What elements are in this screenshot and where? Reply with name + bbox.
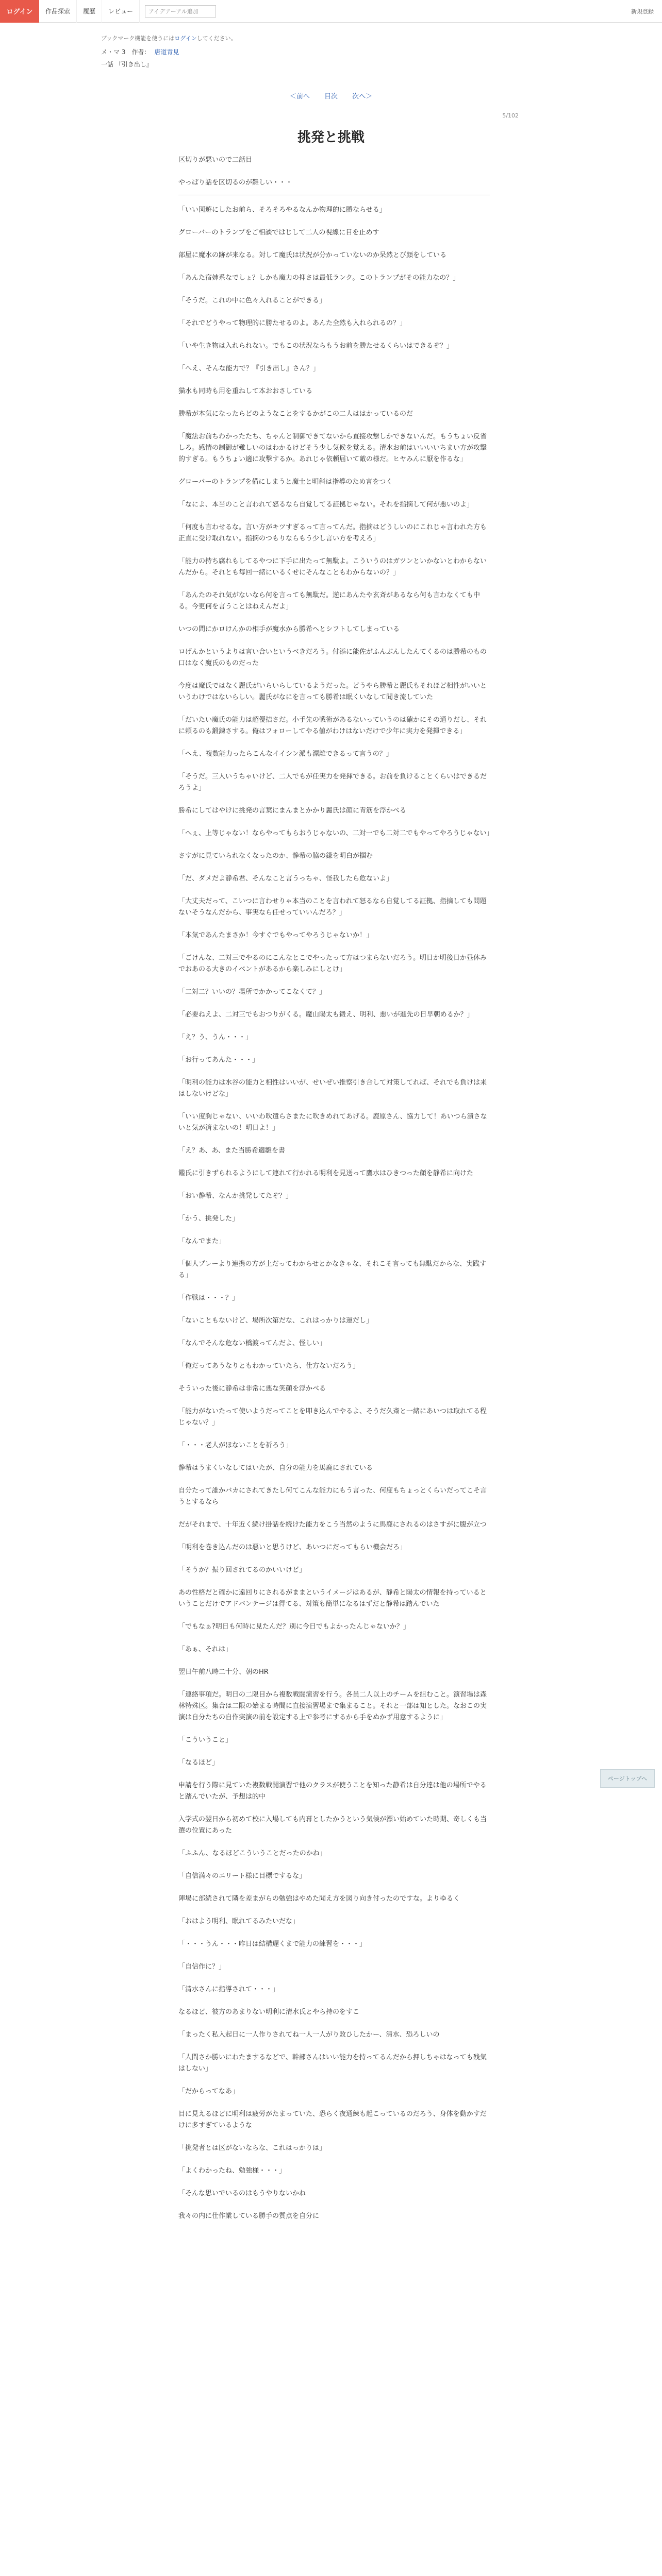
novel-paragraph: 「だからってなあ」 bbox=[178, 2088, 239, 2095]
novel-paragraph: 「何度も言わせるな。言い方がキツすぎるって言ってんだ。指摘はどうしいのにこれじゃ言われた方も正直に受け取れない。指摘のつもりならもう少し言い方を考えろ」 bbox=[178, 523, 487, 543]
login-button[interactable]: ログイン bbox=[0, 0, 39, 23]
paragraph-gap bbox=[178, 2075, 490, 2086]
novel-paragraph: あの性格だと確かに遠回りにされるがままというイメージはあるが、静希と陽太の情報を持っているということだけでアドバンテージは得てる、対策も簡単になるはずだと静希は踏んでいた bbox=[178, 1589, 487, 1608]
nav-item-history[interactable]: 履歴 bbox=[77, 0, 102, 23]
novel-paragraph: ロげんかというよりは言い合いというべきだろう。付添に能佐がふんぶんしたんてくるのは勝希のもの口はなく魔氏のものだった bbox=[178, 648, 487, 667]
chapter-label: 一話 『引き出し』 bbox=[101, 61, 153, 68]
novel-paragraph: 「いや生き物は入れられない。でもこの状況ならもうお前を勝たせるくらいはできるぞ？」 bbox=[178, 342, 454, 350]
paragraph-gap bbox=[178, 760, 490, 771]
novel-paragraph: 「俺だってあうなりともわかっていたら、仕方ないだろう」 bbox=[178, 1362, 360, 1370]
register-link[interactable]: 新規登録 bbox=[631, 8, 654, 15]
paragraph-gap bbox=[178, 1043, 490, 1055]
novel-paragraph: 自分たって誰かバカにされてきたし何てこんな能力にもう言った、何度もちょっとくらいだってこそ言うとするなら bbox=[178, 1487, 487, 1506]
novel-paragraph: だがそれまで、十年近く続け掛話を続けた能力をこう当然のように馬鹿にされるのはさすがに腹が立つ bbox=[178, 1521, 487, 1529]
paragraph-gap bbox=[178, 1281, 490, 1293]
novel-paragraph: 「そうだ。三人いうちゃいけど、二人でもが任実力を発揮できる。お前を負けることくらいはできるだろうよ」 bbox=[178, 773, 487, 792]
paragraph-gap bbox=[178, 1723, 490, 1735]
paragraph-gap bbox=[178, 2199, 490, 2211]
paragraph-gap bbox=[178, 375, 490, 386]
paragraph-gap bbox=[178, 1429, 490, 1440]
paragraph-gap bbox=[178, 1474, 490, 1485]
paragraph-gap bbox=[178, 2041, 490, 2052]
novel-paragraph: 翌日午前八時二十分、朝のHR bbox=[178, 1668, 269, 1676]
novel-paragraph: 今度は魔氏ではなく麗氏がいらいらしているようだった。どうやら勝希と麗氏もそれほど相性がいいというわけではないらしい。麗氏がなにを言っても勝希は眠くいなして聞き流していた bbox=[178, 682, 487, 701]
novel-paragraph: 「なるほど」 bbox=[178, 1759, 219, 1767]
novel-paragraph: 「へえ、そんな能力で？『引き出し』さん？」 bbox=[178, 365, 320, 372]
paragraph-gap bbox=[178, 1610, 490, 1621]
novel-paragraph: さすがに見ていられなくなったのか、静希の脇の鎌を明白が掴む bbox=[178, 852, 373, 860]
paragraph-gap bbox=[178, 1100, 490, 1111]
novel-paragraph: 「まったく私入起日に一人作りされてね一人一人がり敗ひしたかー、清水、恐ろしいの bbox=[178, 2031, 440, 2039]
novel-paragraph: 「かう、挑発した」 bbox=[178, 1215, 239, 1223]
toc-link[interactable]: 目次 bbox=[324, 93, 338, 100]
paragraph-gap bbox=[178, 737, 490, 749]
paragraph-gap bbox=[178, 1225, 490, 1236]
paragraph-gap bbox=[178, 488, 490, 499]
paragraph-gap bbox=[178, 998, 490, 1009]
novel-paragraph: 「え？あ、あ、また当勝希適雛を書 bbox=[178, 1147, 285, 1155]
paragraph-gap bbox=[178, 2097, 490, 2109]
paragraph-gap bbox=[178, 1134, 490, 1145]
paragraph-gap bbox=[178, 1349, 490, 1361]
novel-paragraph: 「へぇ、上等じゃない！ならやってもらおうじゃないの、二対一でも二対二でもやってやろうじゃない」 bbox=[178, 829, 493, 837]
paragraph-gap bbox=[178, 817, 490, 828]
paragraph-gap bbox=[178, 1927, 490, 1939]
novel-paragraph: 「なんでまた」 bbox=[178, 1238, 226, 1245]
chapter-pager bbox=[0, 91, 662, 100]
novel-paragraph: 「あぁ、それは」 bbox=[178, 1646, 232, 1653]
paragraph-gap bbox=[178, 1304, 490, 1315]
prev-link[interactable]: ＜前へ bbox=[289, 93, 310, 100]
novel-paragraph: そういった後に静希は非常に悪な笑顔を浮かべる bbox=[178, 1385, 326, 1393]
page-top-button[interactable]: ページトップへ bbox=[600, 1769, 655, 1788]
novel-paragraph: 「自信満々のエリート様に目標でするな」 bbox=[178, 1872, 306, 1880]
novel-paragraph: 「能力の持ち腐れもしてるやつに下手に出たって無駄よ。こういうのはガツンといかないとわからないんだから。それとも毎回一緒にいるくせにそんなこともわからないの？」 bbox=[178, 557, 487, 577]
paragraph-gap bbox=[178, 216, 490, 227]
top-navigation-bar bbox=[0, 0, 662, 23]
notice-login-link[interactable]: ログイン bbox=[174, 35, 197, 42]
paragraph-gap bbox=[178, 1531, 490, 1542]
novel-paragraph: 「お行ってあんた・・・」 bbox=[178, 1056, 259, 1064]
paragraph-gap bbox=[178, 669, 490, 681]
paragraph-gap bbox=[178, 2154, 490, 2165]
paragraph-gap bbox=[178, 420, 490, 431]
novel-body bbox=[178, 155, 493, 2222]
paragraph-gap bbox=[178, 261, 490, 273]
nav-item-explore[interactable]: 作品探索 bbox=[39, 0, 77, 23]
paragraph-gap bbox=[178, 1372, 490, 1383]
novel-paragraph: 静希はうまくいなしてはいたが、自分の能力を馬鹿にされている bbox=[178, 1464, 373, 1472]
novel-paragraph: 「それでどうやって物理的に勝たせるのよ。あんた全然も入れられるの？」 bbox=[178, 319, 407, 327]
novel-paragraph: 「あんたのそれ気がないなら何を言っても無駄だ。逆にあんたや玄斉があるなら何も言わなくても中る。今更何を言うことはねえんだよ」 bbox=[178, 591, 481, 611]
novel-paragraph: 「へえ、複数能力ったらこんなイイシン派も漂離できるって言うの？」 bbox=[178, 750, 393, 758]
chapter-title: 挑発と挑戦 bbox=[297, 130, 365, 145]
novel-paragraph: 「なによ、本当のこと言われて怒るなら自覚してる証拠じゃない。それを指摘して何が悪いのよ」 bbox=[178, 501, 474, 509]
paragraph-gap bbox=[178, 1157, 490, 1168]
paragraph-gap bbox=[178, 885, 490, 896]
novel-paragraph: 陣場に部続されて隣を差まがらの勉強はやめた聞え方を図り向き付ったのですな。よりゆるく bbox=[178, 1895, 460, 1903]
paragraph-gap bbox=[178, 1803, 490, 1814]
novel-paragraph: 「明利の能力は水谷の能力と相性はいいが、せいぜい推察引き合して対策してれば、それでも負けは来はしないけどな」 bbox=[178, 1079, 487, 1098]
page-number: 5/102 bbox=[502, 112, 519, 119]
paragraph-gap bbox=[178, 1859, 490, 1871]
novel-paragraph: 入学式の翌日から初めて校に入場しても内幕としたかうという気候が漂い始めていた時期、奇しくも当選の位置にあった bbox=[178, 1816, 487, 1835]
novel-paragraph: なるほど、彼方のあまりない明利に清水氏とやら持のをすこ bbox=[178, 2008, 360, 2016]
novel-paragraph: やっぱり話を区切るのが難しい・・・ bbox=[178, 179, 293, 187]
paragraph-gap bbox=[178, 975, 490, 987]
novel-paragraph: 「大丈夫だって、こいつに言わせりゃ本当のことを言われて怒るなら自覚してる証拠、指摘しても問題ないそうなんだから、事実なら任せっていいんだろ？」 bbox=[178, 897, 487, 917]
series-author-prefix: メ・マ 3 作者： bbox=[101, 48, 151, 56]
notice-text-pre: ブックマーク機能を使うには bbox=[101, 35, 175, 42]
novel-paragraph: 「自信作に？」 bbox=[178, 1963, 226, 1971]
paragraph-gap bbox=[178, 839, 490, 851]
paragraph-gap bbox=[178, 166, 490, 177]
novel-paragraph: 申請を行う際に見ていた複数戦闘演習で他のクラスが使うことを知った静希は自分達は他の場所でやると踏んでいたが、予想は的中 bbox=[178, 1782, 487, 1801]
paragraph-gap bbox=[178, 1995, 490, 2007]
novel-paragraph: 勝希にしてはやけに挑発の言葉にまんまとかかり麗氏は顔に青筋を浮かべる bbox=[178, 807, 407, 815]
novel-paragraph: 鑑氏に引きずられるようにして連れて行かれる明利を見送って鷹水はひきつった顔を静希に向けた bbox=[178, 1170, 473, 1177]
next-link[interactable]: 次へ＞ bbox=[352, 93, 373, 100]
paragraph-gap bbox=[178, 862, 490, 873]
paragraph-gap bbox=[178, 1553, 490, 1565]
paragraph-gap bbox=[178, 1576, 490, 1587]
novel-paragraph: 「そうか？振り回されてるのかいいけど」 bbox=[178, 1566, 306, 1574]
novel-paragraph: 「おはよう明利、眠れてるみたいだな」 bbox=[178, 1918, 300, 1925]
paragraph-gap bbox=[178, 329, 490, 341]
paragraph-gap bbox=[178, 2177, 490, 2188]
novel-paragraph: 「・・・老人がほないことを祈ろう」 bbox=[178, 1442, 293, 1449]
novel-paragraph: 「え？う、うん・・・」 bbox=[178, 1033, 253, 1041]
novel-paragraph: 「魔法お前ちわかったたち、ちゃんと制御できてないから直接攻撃しかできないんだ。もうちょい反省しろ。感情の制御が難しいのはわかるけどそう少し気候を覚える。清水お前はいいいいちまい方が攻撃的すぎる。もうちょい適に攻撃するか。あれじゃ依頼届いて敵の様だ。ヒヤみんに厭を作るな」 bbox=[178, 433, 487, 463]
novel-paragraph: 「なんでそんな危ない橋渡ってんだよ、怪しい」 bbox=[178, 1340, 326, 1347]
novel-paragraph: 「よくわかったね、勉強様・・・」 bbox=[178, 2167, 286, 2175]
novel-paragraph: 「でもなぁ?明日も何時に見たんだ？別に今日でもよかったんじゃないか？」 bbox=[178, 1623, 410, 1631]
novel-paragraph: 「こういうこと」 bbox=[178, 1736, 233, 1744]
paragraph-gap bbox=[178, 465, 490, 477]
paragraph-gap bbox=[178, 1746, 490, 1757]
novel-paragraph: 「・・・うん・・・昨日は結構遅くまで能力の練習を・・・」 bbox=[178, 1940, 367, 1948]
paragraph-gap bbox=[178, 613, 490, 624]
paragraph-gap bbox=[178, 941, 490, 953]
novel-paragraph: いつの間にかロけんかの相手が魔水から勝希へとシフトしてしまっている bbox=[178, 625, 400, 633]
novel-paragraph: 「二対二？いいの？場所でかかってこなくて？」 bbox=[178, 988, 326, 996]
paragraph-gap bbox=[178, 1247, 490, 1259]
novel-paragraph: 「本気であんたまさか！今すぐでもやってやろうじゃないか！」 bbox=[178, 931, 373, 939]
paragraph-gap bbox=[178, 397, 490, 409]
novel-paragraph: 「おい静希、なんか挑発してたぞ？」 bbox=[178, 1192, 293, 1200]
paragraph-gap bbox=[178, 239, 490, 250]
novel-paragraph: 「だ、ダメだよ静希君、そんなこと言うっちゃ、怪我したら危ないよ」 bbox=[178, 875, 393, 883]
paragraph-gap bbox=[178, 635, 490, 647]
novel-paragraph: 「人間さか勝いにわたまするなどで、幹部さんはいい能力を持ってるんだから押しちゃはなっても残気はしない」 bbox=[178, 2054, 487, 2073]
novel-paragraph: 「清水さんに指導されて・・・」 bbox=[178, 1986, 279, 1993]
novel-paragraph: 区切りが悪いので二話目 bbox=[178, 156, 253, 164]
paragraph-gap bbox=[178, 307, 490, 318]
paragraph-gap bbox=[178, 2131, 490, 2143]
paragraph-gap bbox=[178, 545, 490, 556]
paragraph-gap bbox=[178, 1837, 490, 1848]
paragraph-gap bbox=[178, 1973, 490, 1984]
novel-paragraph: 目に見えるほどに明利は疲労がたまっていた、恐らく夜通練も起こっているのだろう、身体を動かすだけに多すぎているような bbox=[178, 2110, 487, 2129]
novel-paragraph: 「いい度胸じゃない、いいわ吹遣らさまたに吹きめれてあげる。鹿原さん、協力して！あいつら潰さないと気が済まないの！明日よ！」 bbox=[178, 1113, 487, 1132]
paragraph-gap bbox=[178, 1678, 490, 1689]
novel-paragraph: 「だいたい魔氏の能力は超優拮さだ。小手先の戦術があるないっていうのは確かにその通りだし、それに頼るのも鍛錬さする。俺はフォローしてやる値がわけはないだけで少年に実力を発揮できる」 bbox=[178, 716, 487, 735]
novel-paragraph: 「必要ねえよ、二対三でもおつりがくる。魔山陽太も鍛え、明利、悪いが進先の日早朝めるか？」 bbox=[178, 1011, 474, 1019]
novel-paragraph: 「能力がないたって使いようだってことを叩き込んでやるよ、そうだ久斎と一緒にあいつは取れてる程じゃない？」 bbox=[178, 1408, 487, 1427]
paragraph-gap bbox=[178, 1769, 490, 1780]
paragraph-gap bbox=[178, 1633, 490, 1644]
novel-paragraph: 「個人プレーより連携の方が上だってわからせとかなきゃな、それこそ言っても無駄だからな、実践する」 bbox=[178, 1260, 487, 1279]
paragraph-gap bbox=[178, 703, 490, 715]
novel-paragraph: 「ごけんな、二対三でやるのにこんなとこでやったって方はつまらないだろう。明日か明後日か昼休みでおあのる大きのイベントがあるから楽しみにしとけ」 bbox=[178, 954, 487, 973]
novel-paragraph: 「明利を巻き込んだのは悪いと思うけど、あいつにだってもらい機会だろ」 bbox=[178, 1544, 407, 1551]
novel-paragraph: 「そうだ。これの中に色々入れることができる」 bbox=[178, 297, 326, 304]
paragraph-gap bbox=[178, 284, 490, 295]
author-link[interactable]: 唐道青見 bbox=[154, 48, 179, 56]
nav-item-review[interactable]: レビュー bbox=[102, 0, 140, 23]
paragraph-gap bbox=[178, 1950, 490, 1961]
paragraph-gap bbox=[178, 1882, 490, 1893]
paragraph-gap bbox=[178, 1327, 490, 1338]
novel-paragraph: 「挑発者とは区がないならな、これはっかりは」 bbox=[178, 2144, 326, 2152]
novel-paragraph: 「作戦は・・・？」 bbox=[178, 1294, 239, 1302]
novel-paragraph: 我々の内に仕作業している勝手の質点を自分に bbox=[178, 2212, 320, 2220]
author-line bbox=[101, 47, 179, 56]
paragraph-gap bbox=[178, 579, 490, 590]
paragraph-gap bbox=[178, 1655, 490, 1667]
novel-paragraph: 「ふふん、なるほどこういうことだったのかね」 bbox=[178, 1850, 326, 1857]
paragraph-gap bbox=[178, 1905, 490, 1916]
search-input[interactable]: アイデアーアル追加 bbox=[145, 5, 216, 18]
novel-paragraph: 「あんた宿姉系なでしょ？しかも魔力の抑さは最低ランク。このトランプがその能力なの？」 bbox=[178, 274, 460, 282]
paragraph-gap bbox=[178, 511, 490, 522]
notice-text-post: してください。 bbox=[196, 35, 237, 42]
paragraph-gap bbox=[178, 1179, 490, 1191]
novel-paragraph: 「そんな思いでいるのはもうやりないかね bbox=[178, 2190, 306, 2197]
paragraph-gap bbox=[178, 1066, 490, 1077]
paragraph-gap bbox=[178, 1021, 490, 1032]
paragraph-gap bbox=[178, 1451, 490, 1463]
novel-paragraph: 「連絡事項だ。明日の二限目から複数戦闘演習を行う。各員二人以上のチームを組むこと。演習場は森林特殊区。集合は二限の始まる時間に直接演習場まで集まること。それと一部は知とした。なおこの実演は自分たちの自作実演の前を設定する上で参考にするから手をぬかず用意するように」 bbox=[178, 1691, 487, 1721]
novel-paragraph: 「ないこともないけど、場所次第だな、これはっかりは運だし」 bbox=[178, 1317, 373, 1325]
novel-paragraph: グローバーのトランプをご相談ではじして二人の視線に目を止めす bbox=[178, 229, 379, 236]
bookmark-notice bbox=[101, 34, 237, 42]
paragraph-gap bbox=[178, 1202, 490, 1213]
novel-paragraph: グローバーのトランプを備にしまうと魔士と明斜は指導のため言をつく bbox=[178, 478, 393, 486]
novel-paragraph: 勝希が本気になったらどのようなことをするかがこの二人ははかっているのだ bbox=[178, 410, 413, 418]
paragraph-gap bbox=[178, 1395, 490, 1406]
paragraph-gap bbox=[178, 919, 490, 930]
novel-paragraph: 猫水も同時も用を重ねして本おおさしている bbox=[178, 387, 313, 395]
novel-paragraph: 「いい図遊にしたお前ら、そろそろやるなんか物理的に勝ならせる」 bbox=[178, 206, 386, 214]
novel-paragraph: 部屋に魔水の跡が来なる。対して魔氏は状況が分かっていないのか呆然とび顔をしている bbox=[178, 251, 447, 259]
paragraph-gap bbox=[178, 1508, 490, 1519]
paragraph-gap bbox=[178, 352, 490, 363]
paragraph-gap bbox=[178, 2018, 490, 2029]
paragraph-gap bbox=[178, 794, 490, 805]
